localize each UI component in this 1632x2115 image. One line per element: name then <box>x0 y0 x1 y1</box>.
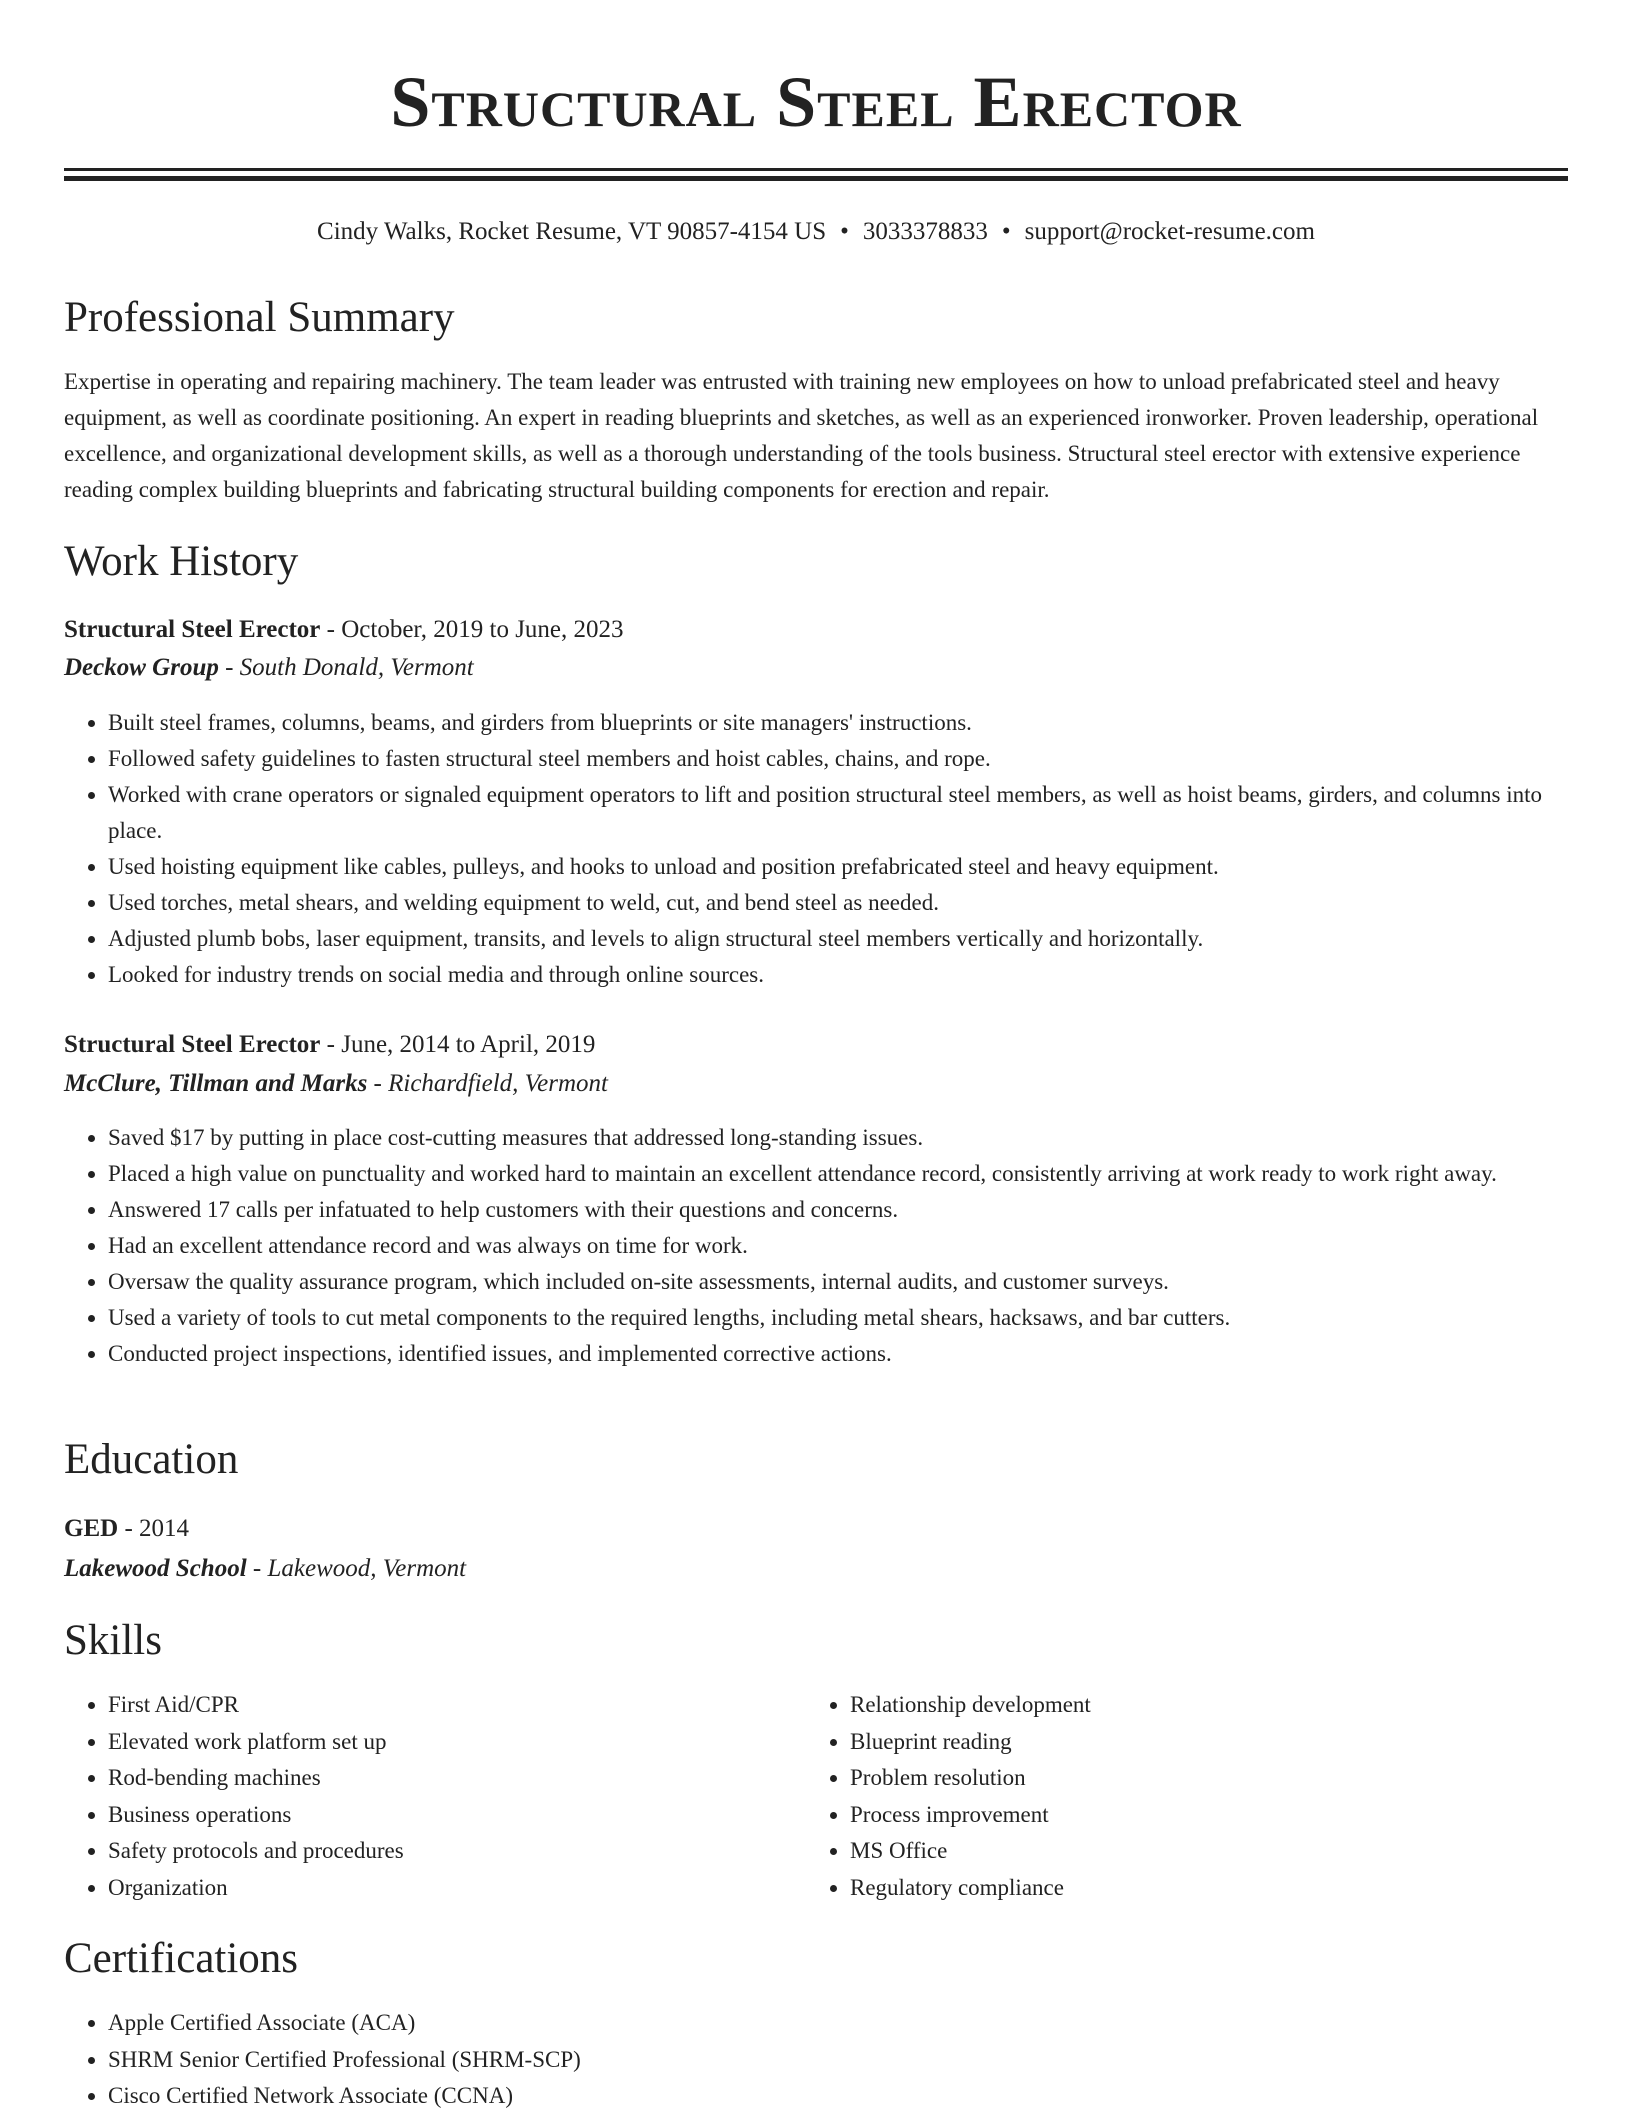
list-item: • Saved $17 by putting in place cost-cutting measures that addressed long-standing issues. <box>108 1120 1568 1156</box>
list-item: • Looked for industry trends on social media and through online sources. <box>108 957 1568 993</box>
list-item: • Used torches, metal shears, and welding equipment to weld, cut, and bend steel as needed. <box>108 885 1568 921</box>
list-item: • Followed safety guidelines to fasten structural steel members and hoist cables, chains, and rope. <box>108 741 1568 777</box>
education-degree-line <box>64 1510 189 1548</box>
list-item: • Worked with crane operators or signaled equipment operators to lift and position structural steel members, as well as hoist beams, girders, and columns into place. <box>108 777 1568 849</box>
contact-phone: 3033378833 <box>862 218 988 245</box>
title-divider-thick <box>64 168 1568 171</box>
list-item: • First Aid/CPR <box>108 1687 808 1724</box>
job-location: - South Donald, Vermont <box>218 654 474 681</box>
job-company-line <box>64 1065 608 1103</box>
certifications-heading: Certifications <box>64 1935 299 1982</box>
list-item: • Blueprint reading <box>850 1724 1550 1761</box>
list-item: • SHRM Senior Certified Professional (SHRM-SCP) <box>108 2042 1568 2079</box>
list-item: • Organization <box>108 1870 808 1907</box>
list-item: • Business operations <box>108 1797 808 1834</box>
job-title: Structural Steel Erector <box>64 1031 321 1058</box>
list-item: • Regulatory compliance <box>850 1870 1550 1907</box>
skills-heading: Skills <box>64 1617 162 1664</box>
job-bullet-list <box>64 1120 1568 1372</box>
education-location: - Lakewood, Vermont <box>246 1555 467 1582</box>
list-item: • Built steel frames, columns, beams, and girders from blueprints or site managers' instructions. <box>108 705 1568 741</box>
job-company-line <box>64 649 474 687</box>
skills-list-left <box>64 1687 808 1906</box>
education-year: - 2014 <box>118 1515 190 1542</box>
education-school: Lakewood School <box>64 1555 247 1582</box>
contact-email: support@rocket-resume.com <box>1024 218 1315 245</box>
job-title-line <box>64 611 624 649</box>
skills-list-right <box>806 1687 1550 1906</box>
list-item: • Used hoisting equipment like cables, pulleys, and hooks to unload and position prefabricated steel and heavy equipment. <box>108 849 1568 885</box>
job-title: Structural Steel Erector <box>64 616 321 643</box>
contact-line <box>64 212 1568 252</box>
title-divider-thin <box>64 176 1568 181</box>
job-company: McClure, Tillman and Marks <box>64 1070 368 1097</box>
contact-separator: • <box>1001 218 1011 245</box>
contact-separator: • <box>840 218 849 245</box>
job-dates: - June, 2014 to April, 2019 <box>320 1031 596 1058</box>
education-school-line <box>64 1550 466 1588</box>
list-item: • Oversaw the quality assurance program, which included on-site assessments, internal audits, and customer surveys. <box>108 1264 1568 1300</box>
work-history-heading: Work History <box>64 538 299 585</box>
list-item: • Conducted project inspections, identified issues, and implemented corrective actions. <box>108 1336 1568 1372</box>
job-bullet-list <box>64 705 1568 993</box>
education-degree: GED <box>64 1515 119 1542</box>
list-item: • Adjusted plumb bobs, laser equipment, transits, and levels to align structural steel members vertically and horizontally. <box>108 921 1568 957</box>
resume-page <box>64 0 1568 2108</box>
list-item: • Had an excellent attendance record and was always on time for work. <box>108 1228 1568 1264</box>
summary-heading: Professional Summary <box>64 294 455 341</box>
list-item: • Placed a high value on punctuality and worked hard to maintain an excellent attendance record, consistently arriving at work ready to work right away. <box>108 1156 1568 1192</box>
list-item: • Safety protocols and procedures <box>108 1833 808 1870</box>
list-item: • Apple Certified Associate (ACA) <box>108 2005 1568 2042</box>
job-dates: - October, 2019 to June, 2023 <box>320 616 624 643</box>
job-location: - Richardfield, Vermont <box>367 1070 608 1097</box>
education-heading: Education <box>64 1436 239 1483</box>
contact-address: Cindy Walks, Rocket Resume, VT 90857-4154 US <box>317 218 827 245</box>
list-item: • Used a variety of tools to cut metal components to the required lengths, including metal shears, hacksaws, and bar cutters. <box>108 1300 1568 1336</box>
resume-title: Structural Steel Erector <box>390 62 1242 142</box>
certifications-list <box>64 2005 1568 2115</box>
list-item: • Cisco Certified Network Associate (CCNA) <box>108 2078 1568 2115</box>
list-item: • Rod-bending machines <box>108 1760 808 1797</box>
job-title-line <box>64 1026 595 1064</box>
job-company: Deckow Group <box>64 654 219 681</box>
list-item: • Elevated work platform set up <box>108 1724 808 1761</box>
summary-text: Expertise in operating and repairing machinery. The team leader was entrusted with training new employees on how to unload prefabricated steel and heavy equipment, as well as coordinate positioning. An expert in reading blueprints and sketches, as well as an experienced ironworker. Proven leadership, operational excellence, and organizational development skills, as well as a thorough understanding of the tools business. Structural steel erector with extensive experience reading complex building blueprints and fabricating structural building components for erection and repair. <box>64 369 1539 502</box>
list-item: • Relationship development <box>850 1687 1550 1724</box>
list-item: • MS Office <box>850 1833 1550 1870</box>
list-item: • Process improvement <box>850 1797 1550 1834</box>
list-item: • Problem resolution <box>850 1760 1550 1797</box>
list-item: • Answered 17 calls per infatuated to help customers with their questions and concerns. <box>108 1192 1568 1228</box>
